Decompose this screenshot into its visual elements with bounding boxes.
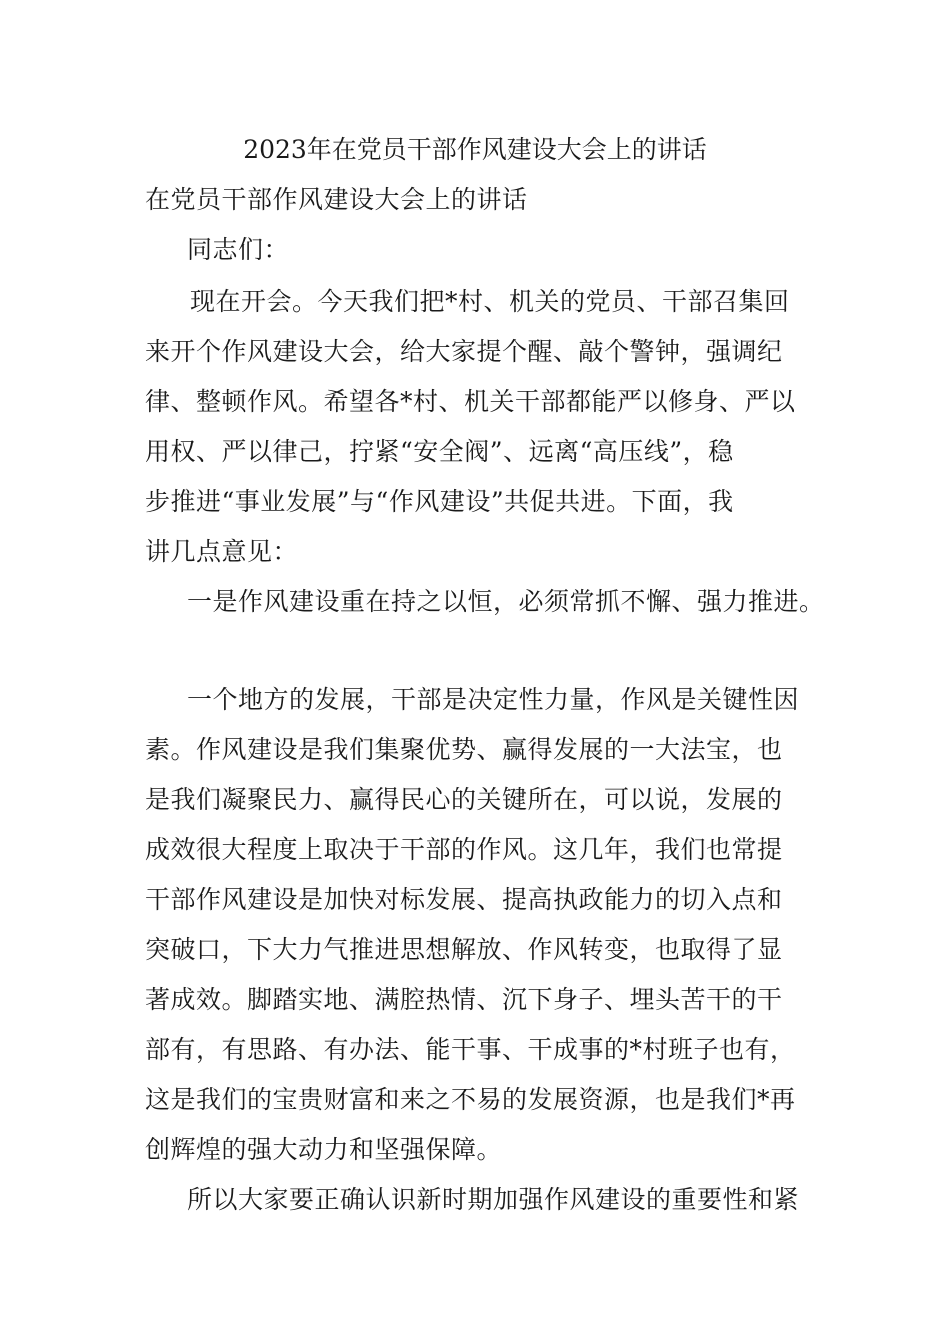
paragraph-line: 创辉煌的强大动力和坚强保障。 [145, 1135, 503, 1164]
paragraph-line: 是我们凝聚民力、赢得民心的关键所在，可以说，发展的 [145, 785, 783, 814]
section-heading: 一是作风建设重在持之以恒，必须常抓不懈、强力推进。 [187, 587, 825, 616]
paragraph-line: 律、整顿作风。希望各*村、机关干部都能严以修身、严以 [145, 387, 796, 416]
paragraph-line: 所以大家要正确认识新时期加强作风建设的重要性和紧 [187, 1185, 800, 1214]
document-title: 2023年在党员干部作风建设大会上的讲话 [243, 135, 707, 164]
paragraph-line: 步推进“事业发展”与“作风建设”共促共进。下面，我 [145, 487, 734, 516]
paragraph-line: 突破口，下大力气推进思想解放、作风转变，也取得了显 [145, 935, 783, 964]
paragraph-line: 素。作风建设是我们集聚优势、赢得发展的一大法宝，也 [145, 735, 783, 764]
paragraph-line: 成效很大程度上取决于干部的作风。这几年，我们也常提 [145, 835, 783, 864]
paragraph-line: 一个地方的发展，干部是决定性力量，作风是关键性因 [187, 685, 800, 714]
document-subtitle: 在党员干部作风建设大会上的讲话 [145, 185, 528, 214]
paragraph-line: 讲几点意见： [145, 537, 299, 566]
paragraph-line: 部有，有思路、有办法、能干事、干成事的*村班子也有， [145, 1035, 796, 1064]
paragraph-line: 用权、严以律己，拧紧“安全阀”、远离“高压线”，稳 [145, 437, 734, 466]
greeting: 同志们： [187, 235, 290, 264]
paragraph-line: 著成效。脚踏实地、满腔热情、沉下身子、埋头苦干的干 [145, 985, 783, 1014]
paragraph-line: 现在开会。今天我们把*村、机关的党员、干部召集回 [190, 287, 790, 316]
paragraph-line: 来开个作风建设大会，给大家提个醒、敲个警钟，强调纪 [145, 337, 783, 366]
paragraph-line: 干部作风建设是加快对标发展、提高执政能力的切入点和 [145, 885, 783, 914]
paragraph-line: 这是我们的宝贵财富和来之不易的发展资源，也是我们*再 [145, 1085, 796, 1114]
